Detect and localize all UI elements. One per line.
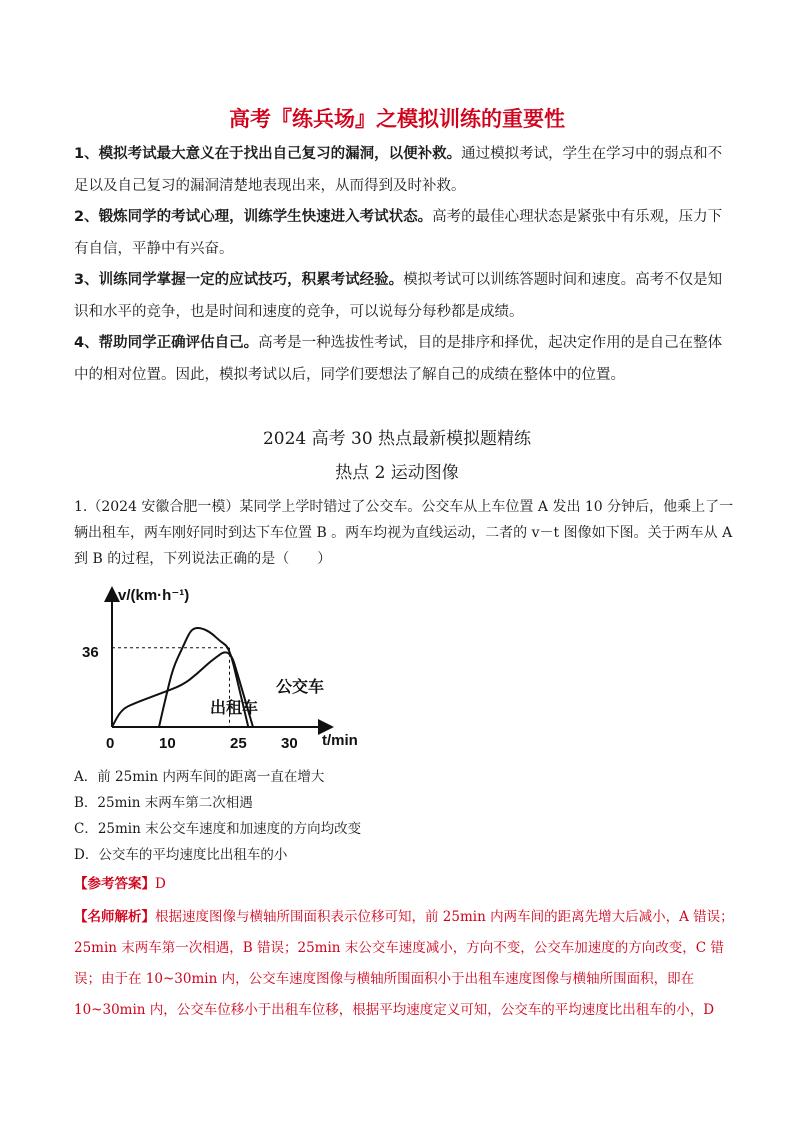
section-subtitle: 热点 2 运动图像 (335, 463, 459, 483)
x-axis-label: t/min (322, 732, 358, 749)
x-tick-25: 25 (230, 735, 247, 752)
analysis-tag: 【名师解析】 (74, 909, 155, 925)
intro-item-2-text: 高考的最佳心理状态是紧张中有乐观，压力下有自信，平静中有兴奋。 (74, 209, 723, 257)
option-c: C．25min 末公交车速度和加速度的方向均改变 (74, 821, 362, 837)
analysis-text: 根据速度图像与横轴所围面积表示位移可知，前 25min 内两车间的距离先增大后减小，A 错误；25min 末两车第一次相遇，B 错误；25min 末公交车速度减小，方向不变，公交车加速度的方向改变，C 错误；由于在 10~30min 内，公交车速度图像与横轴所围面积小于出租车速度图像与横轴所围面积，即在 10~30min 内，公交车位移小于出租车位移，根据平均速度定义可知，公交车的平均速度比出租车的小，D (74, 909, 734, 1018)
y-tick-36: 36 (82, 644, 99, 661)
analysis (74, 902, 736, 1026)
answer-value: D (155, 876, 166, 892)
bus-label: 公交车 (276, 679, 325, 696)
answer-tag: 【参考答案】 (74, 876, 155, 892)
taxi-label: 出租车 (210, 700, 259, 717)
intro-item-1 (74, 139, 734, 202)
intro-item-4-lead: 4、帮助同学正确评估自己。 (74, 335, 259, 351)
intro-item-1-text: 通过模拟考试，学生在学习中的弱点和不足以及自己复习的漏洞清楚地表现出来，从而得到及时补救。 (74, 146, 723, 194)
vt-graph-svg (82, 582, 388, 757)
page-title: 高考『练兵场』之模拟训练的重要性 (229, 107, 565, 131)
option-d: D．公交车的平均速度比出租车的小 (74, 847, 288, 863)
intro-item-3 (74, 265, 734, 328)
reference-answer (74, 872, 166, 892)
y-axis-label: v/(km·h⁻¹) (118, 587, 190, 604)
vt-graph (82, 582, 388, 757)
section-title: 2024 高考 30 热点最新模拟题精练 (262, 429, 532, 449)
intro-item-3-text: 模拟考试可以训练答题时间和速度。高考不仅是知识和水平的竞争，也是时间和速度的竞争，可以说每分每秒都是成绩。 (74, 272, 723, 320)
question-stem: 1.（2024 安徽合肥一模）某同学上学时错过了公交车。公交车从上车位置 A 发出 10 分钟后，他乘上了一辆出租车，两车刚好同时到达下车位置 B 。两车均视为直线运动，二者的 v－t 图像如下图。关于两车从 A 到 B 的过程，下列说法正确的是（ ） (74, 499, 734, 567)
x-tick-0: 0 (106, 735, 115, 752)
intro-item-4 (74, 328, 734, 391)
option-b: B．25min 末两车第二次相遇 (74, 795, 253, 811)
x-tick-30: 30 (281, 735, 298, 752)
intro-item-3-lead: 3、训练同学掌握一定的应试技巧，积累考试经验。 (74, 272, 404, 288)
x-tick-10: 10 (159, 735, 176, 752)
intro-item-2-lead: 2、锻炼同学的考试心理，训练学生快速进入考试状态。 (74, 209, 433, 225)
intro-item-4-text: 高考是一种选拔性考试，目的是排序和择优，起决定作用的是自己在整体中的相对位置。因此，模拟考试以后，同学们要想法了解自己的成绩在整体中的位置。 (74, 335, 723, 383)
intro-item-2 (74, 202, 734, 265)
intro-item-1-lead: 1、模拟考试最大意义在于找出自己复习的漏洞，以便补救。 (74, 146, 462, 162)
option-a: A．前 25min 内两车间的距离一直在增大 (74, 769, 325, 785)
